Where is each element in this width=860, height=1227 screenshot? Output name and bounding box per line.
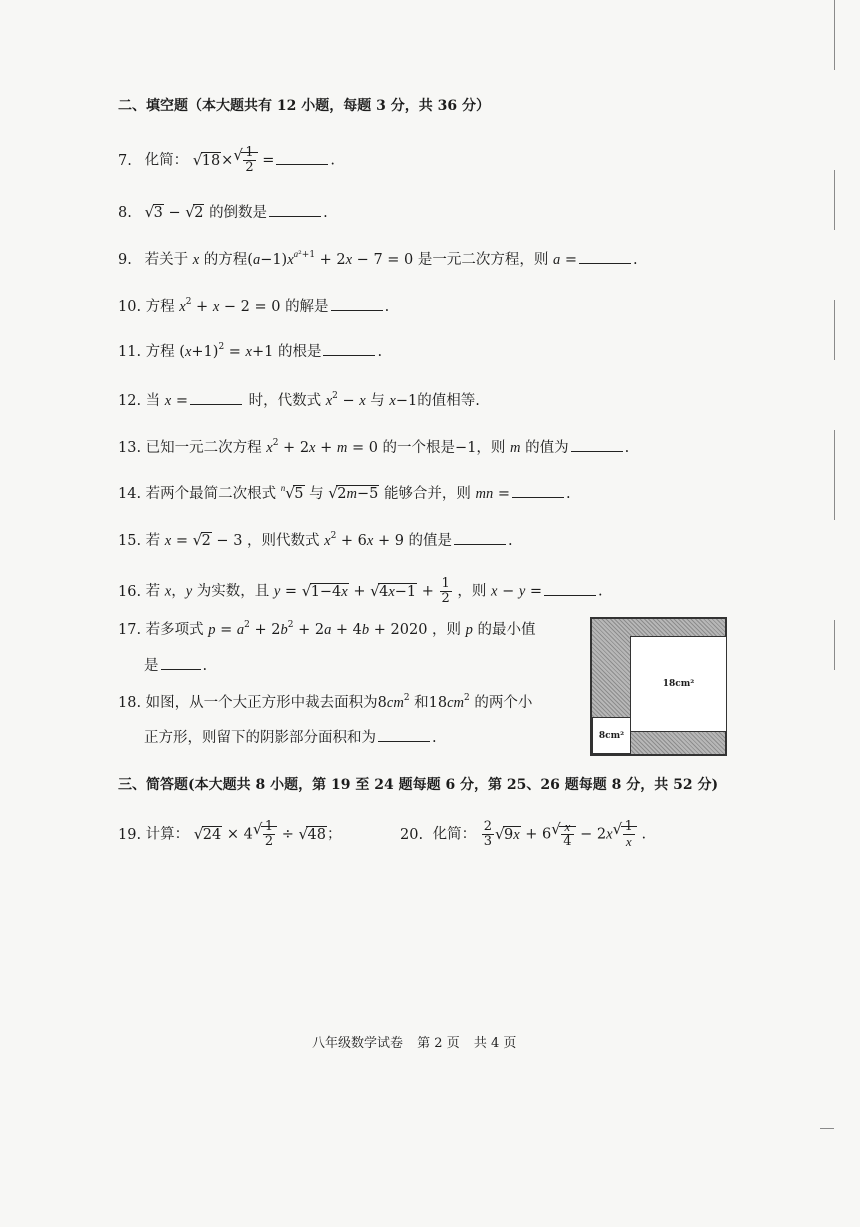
section-2-title: 二、填空题（本大题共有 12 小题，每题 3 分，共 36 分） [118,98,490,114]
formula: √ 1−4x [302,582,349,602]
footer-title: 八年级数学试卷 [312,1036,404,1051]
question-text: ，则 [457,583,487,600]
question-text: 与 [309,486,324,502]
question-text: 若 [145,583,161,600]
formula: √ $\frac{1}{2}$ [233,146,257,175]
question-8: 8. √ 3 − √ 2 的倒数是 . [118,202,328,223]
question-text: 的倒数是 [209,205,268,221]
question-14: 14. 若两个最简二次根式 $^n$√ 5 与 √ 2m−5 能够合并，则 mn = . [118,483,571,504]
question-number: 16. [118,583,142,600]
question-text: 的两个小 [474,695,533,711]
question-12: 12. 当 x = 时，代数式 $x^2 - x$ 与 x−1的值相等. [118,391,480,409]
formula: √ 2 [185,203,204,223]
answer-blank [269,202,321,217]
question-text: 的解是 [285,299,329,315]
formula: √ 48 [298,825,326,845]
question-text: 的值为 [525,440,569,456]
question-15: 15. 若 x = √ 2 − 3 ，则代数式 $x^2 + 6x + 9$ 的值是 . [118,530,513,551]
question-text: 能够合并，则 [383,486,471,502]
question-text: 为实数，且 [196,583,270,600]
answer-blank [190,390,242,405]
large-inner-square [630,636,727,732]
question-text: 当 [145,393,161,409]
question-text: ，则 [432,622,462,638]
question-number: 14. [118,486,142,502]
question-text: 的一个根是 [382,440,456,456]
question-text: 若多项式 [145,622,204,638]
question-text: 若 [145,533,161,549]
formula: √ 2m−5 [328,484,379,504]
formula: √ 9x [495,825,521,845]
question-number: 8. [118,205,132,221]
question-7: 7. 化简： √ 18× √ $\frac{1}{2}$ = . [118,146,335,175]
question-text: 和 [414,695,429,711]
question-text: 化简： [144,152,189,169]
question-text: 正方形，则留下的阴影部分面积和为 [144,730,376,746]
large-square-label: 18cm² [662,679,695,689]
squares-figure [590,617,727,756]
question-number: 19. [118,826,142,843]
question-number: 18. [118,695,142,711]
question-18: 18. 如图，从一个大正方形中裁去面积为$8cm^2$ 和$18cm^2$ 的两个小 [118,693,533,711]
formula: √ 4x−1 [370,582,417,602]
question-text: 是 [144,658,159,674]
question-19: 19. 计算： √ 24 × 4 √ $\frac{1}{2}$ ÷ √ 48； [118,820,341,849]
question-10: 10. 方程 $x^2 + x - 2 = 0$ 的解是 . [118,297,390,315]
scan-edge-line [834,170,835,230]
page-footer [312,1032,526,1051]
question-9: 9. 若关于 x 的方程$(a-1)x^{a^2+1} + 2x - 7 = 0$ 是一元二次方程，则 a = . [118,249,638,268]
small-inner-square [592,717,631,754]
question-text: 若关于 [144,252,189,268]
scan-edge-line [834,620,835,670]
question-text: 的值相等. [417,393,480,409]
question-number: 17. [118,622,142,638]
answer-blank [323,341,375,356]
question-text: 方程 [145,299,175,315]
question-text: 与 [370,393,385,409]
answer-blank [454,530,506,545]
question-text: 是一元二次方程，则 [417,252,549,268]
scan-edge-line [820,1128,834,1129]
formula: √ $\frac{1}{2}$ [253,820,277,849]
formula: √ 18 [193,151,221,171]
answer-blank [161,655,201,670]
formula: √ $\frac{x}{4}$ [551,820,575,849]
question-16: 16. 若 x，y 为实数，且 y = √ 1−4x + √ 4x−1 + $\frac{1}{2}$ ，则 x − y = . [118,577,603,606]
answer-blank [544,581,596,596]
section-3-title: 三、简答题(本大题共 8 小题，第 19 至 24 题每题 6 分，第 25、26 题每题 8 分，共 52 分) [118,777,719,793]
answer-blank [378,727,430,742]
question-13: 13. 已知一元二次方程 $x^2 + 2x + m = 0$ 的一个根是−1，则 m 的值为 . [118,438,630,456]
question-text: 已知一元二次方程 [145,440,262,456]
question-text: 如图，从一个大正方形中裁去面积为 [145,695,378,711]
question-text: 计算： [145,826,190,843]
formula: √ 5 [285,484,304,504]
scan-edge-line [834,0,835,70]
question-text: 时，代数式 [248,393,322,409]
formula: √ 3 [145,203,164,223]
formula: √ $\frac{1}{x}$ [613,820,637,849]
question-text: 若两个最简二次根式 [145,486,277,502]
small-square-label: 8cm² [598,730,625,741]
question-17-line2: 是 . [144,655,207,676]
question-number: 15. [118,533,142,549]
question-number: 11. [118,344,142,360]
answer-blank [571,437,623,452]
question-text: ，则代数式 [247,533,320,549]
question-17: 17. 若多项式 $p = a^2 + 2b^2 + 2a + 4b + 2020$ ，则 p 的最小值 [118,620,536,638]
formula: √ 2 [193,531,212,551]
question-20: 20. 化简： $\frac{2}{3}$ √ 9x + 6 √ $\frac{x}{4}$ − 2x √ $\frac{1}{x}$ . [400,820,646,849]
question-text: 的值是 [408,533,453,549]
scan-edge-line [834,300,835,360]
question-number: 9. [118,252,132,268]
question-number: 10. [118,299,142,315]
question-text: 的最小值 [477,622,536,638]
question-number: 20. [400,826,424,843]
question-text: ，则 [476,440,506,456]
answer-blank [276,150,328,165]
answer-blank [331,296,383,311]
formula: √ 24 [194,825,222,845]
question-text: 化简： [432,826,477,843]
question-11: 11. 方程 $(x+1)^2 = x+1$ 的根是 . [118,342,383,360]
answer-blank [579,249,631,264]
answer-blank [512,483,564,498]
question-number: 12. [118,393,142,409]
scan-edge-line [834,430,835,520]
question-number: 7. [118,152,132,169]
footer-page: 第 2 页 [417,1036,460,1051]
question-text: 方程 [145,344,175,360]
question-text: 的根是 [277,344,322,360]
question-text: 的方程 [203,252,248,268]
footer-total: 共 4 页 [473,1036,517,1051]
question-number: 13. [118,440,142,456]
question-18-line2: 正方形，则留下的阴影部分面积和为 . [144,727,437,748]
